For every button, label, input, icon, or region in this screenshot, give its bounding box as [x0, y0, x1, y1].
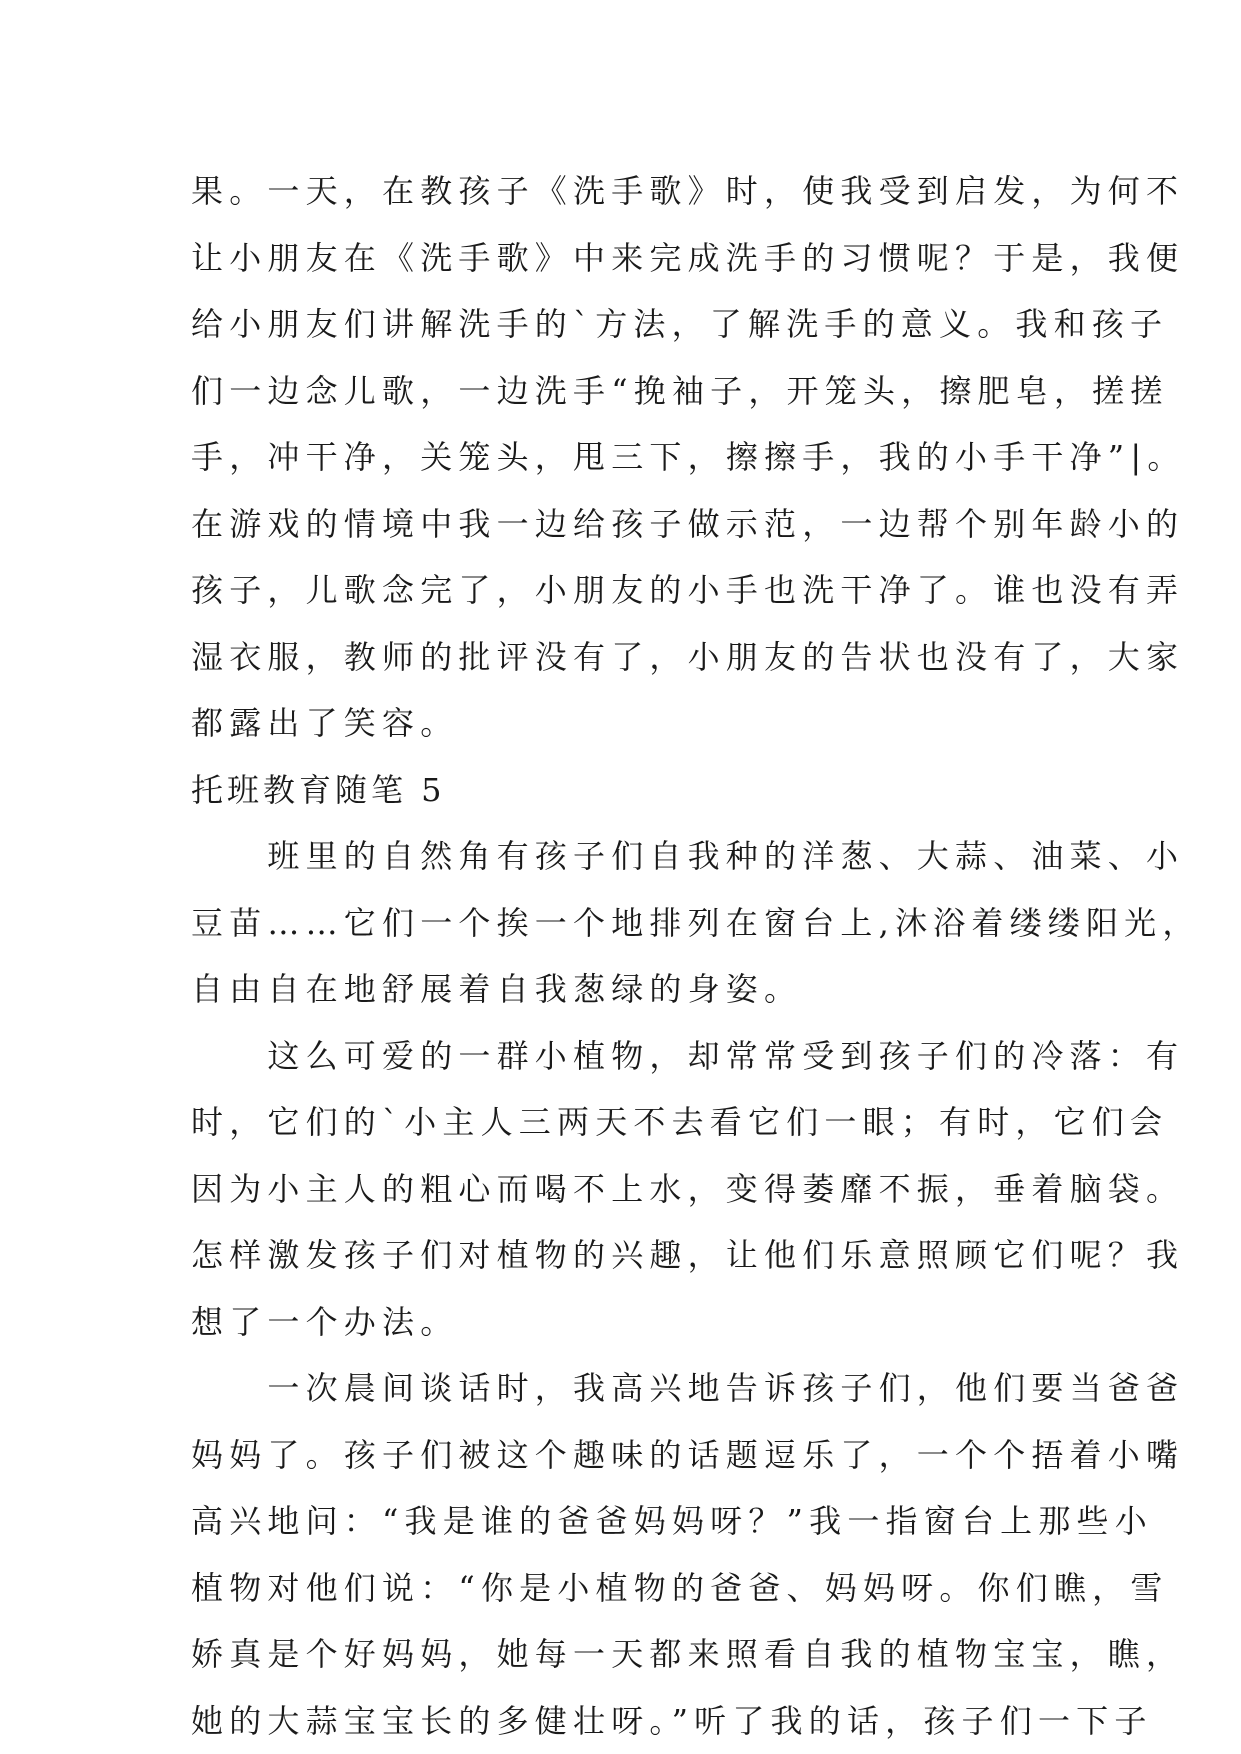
- text-line: 怎样激发孩子们对植物的兴趣，让他们乐意照顾它们呢？我: [191, 1236, 1185, 1274]
- text-line: 想了一个办法。: [191, 1302, 459, 1341]
- text-line: 果。一天，在教孩子《洗手歌》时，使我受到启发，为何不: [191, 172, 1185, 210]
- text-line: 自由自在地舒展着自我葱绿的身姿。: [191, 970, 803, 1008]
- text-line: 给小朋友们讲解洗手的`方法，了解洗手的意义。我和孩子: [191, 305, 1169, 343]
- text-line: 娇真是个好妈妈，她每一天都来照看自我的植物宝宝，瞧，: [191, 1635, 1185, 1673]
- text-line: 一次晨间谈话时，我高兴地告诉孩子们，他们要当爸爸: [191, 1369, 1185, 1407]
- text-line: 植物对他们说：“你是小植物的爸爸、妈妈呀。你们瞧，雪: [191, 1568, 1169, 1607]
- text-line: 因为小主人的粗心而喝不上水，变得萎靡不振，垂着脑袋。: [191, 1169, 1185, 1208]
- text-line: 妈妈了。孩子们被这个趣味的话题逗乐了，一个个捂着小嘴: [191, 1435, 1185, 1474]
- text-line: 湿衣服，教师的批评没有了，小朋友的告状也没有了，大家: [191, 637, 1185, 676]
- section-heading: 托班教育随笔 5: [191, 770, 446, 809]
- text-line: 高兴地问：“我是谁的爸爸妈妈呀？”我一指窗台上那些小: [191, 1502, 1153, 1540]
- text-line: 她的大蒜宝宝长的多健壮呀。”听了我的话，孩子们一下子: [191, 1701, 1153, 1740]
- text-line: 手，冲干净，关笼头，甩三下，擦擦手，我的小手干净”|。: [191, 438, 1186, 476]
- text-line: 这么可爱的一群小植物，却常常受到孩子们的冷落：有: [191, 1036, 1185, 1075]
- text-line: 们一边念儿歌，一边洗手“挽袖子，开笼头，擦肥皂，搓搓: [191, 371, 1169, 410]
- text-line: 孩子，儿歌念完了，小朋友的小手也洗干净了。谁也没有弄: [191, 571, 1185, 609]
- text-line: 时，它们的`小主人三两天不去看它们一眼；有时，它们会: [191, 1103, 1169, 1141]
- text-line: 豆苗……它们一个挨一个地排列在窗台上,沐浴着缕缕阳光，: [191, 903, 1201, 942]
- text-line: 让小朋友在《洗手歌》中来完成洗手的习惯呢？于是，我便: [191, 238, 1185, 277]
- document-body: [191, 158, 1201, 1754]
- text-line: 班里的自然角有孩子们自我种的洋葱、大蒜、油菜、小: [191, 837, 1185, 875]
- text-line: 都露出了笑容。: [191, 704, 459, 742]
- text-line: 在游戏的情境中我一边给孩子做示范，一边帮个别年龄小的: [191, 504, 1185, 543]
